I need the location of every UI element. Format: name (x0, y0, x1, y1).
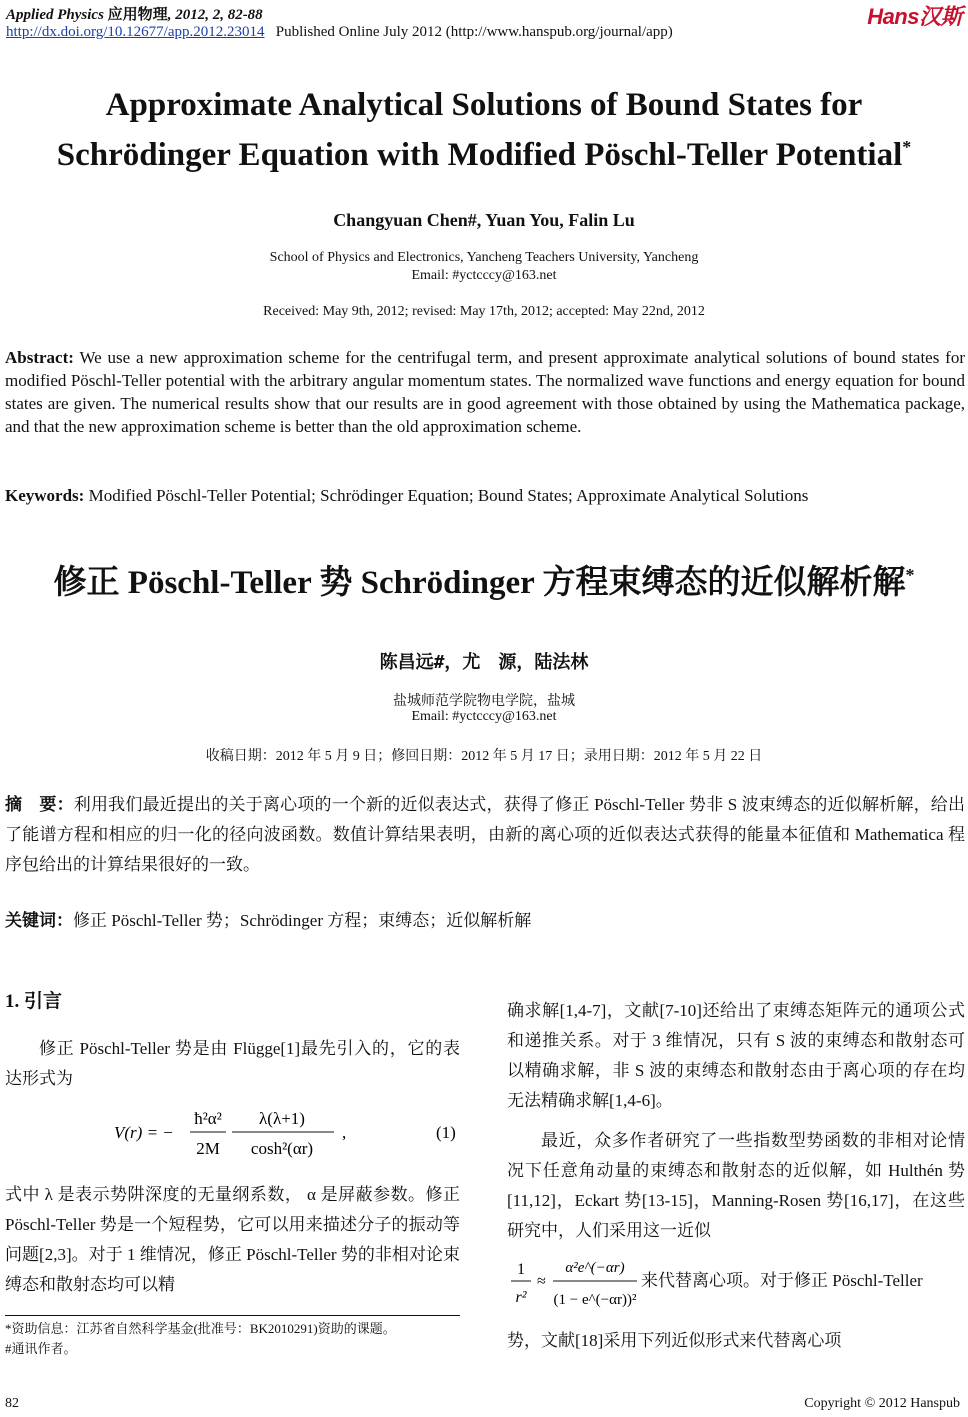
english-affiliation: School of Physics and Electronics, Yancheng Teachers University, Yancheng (269, 250, 699, 265)
eq-label: (1) (436, 1123, 456, 1142)
english-authors: Changyuan Chen#, Yuan You, Falin Lu (333, 210, 635, 230)
chinese-abstract-text: 利用我们最近提出的关于离心项的一个新的近似表达式，获得了修正 Pöschl-Teller 势非 S 波束缚态的近似解析解，给出了能谱方程和相应的归一化的径向波函数。数值计算结果表明，由新的离心项的近似表达式获得的能量本征值和 Mathematica 程序包给出的计算结果很好的一致。 (5, 795, 965, 874)
chinese-keywords-text: 修正 Pöschl-Teller 势；Schrödinger 方程；束缚态；近似解析解 (73, 911, 532, 930)
approx-num: α²e^(−αr) (565, 1260, 625, 1276)
chinese-title-text: 修正 Pöschl-Teller 势 Schrödinger 方程束缚态的近似解析解 (53, 565, 906, 601)
chinese-abstract-label: 摘 要： (5, 795, 74, 814)
equation-1-graphic (110, 1102, 470, 1162)
chinese-title-mark: * (905, 565, 915, 585)
english-title-line1: Approximate Analytical Solutions of Bound States for (105, 87, 863, 123)
english-abstract (5, 346, 965, 438)
chinese-keywords-label: 关键词： (5, 911, 73, 930)
approx-den: (1 − e^(−αr))² (553, 1292, 637, 1308)
approx-lhs-den: r² (515, 1289, 527, 1306)
abstract-label: Abstract: (5, 348, 74, 367)
eq-den-left: 2M (196, 1139, 220, 1158)
keywords-label: Keywords: (5, 486, 85, 505)
doi-link[interactable]: http://dx.doi.org/10.12677/app.2012.23014 (6, 24, 265, 40)
volume-info: , 2012, 2, 82-88 (167, 7, 263, 23)
approx-symbol: ≈ (537, 1273, 546, 1290)
published-online: Published Online July 2012 (http://www.hanspub.org/journal/app) (275, 24, 673, 40)
journal-header (6, 3, 263, 24)
doi-line (6, 24, 673, 41)
eq-lhs: V(r) = − (114, 1123, 174, 1142)
chinese-abstract (5, 790, 965, 880)
eq-den-right: cosh²(αr) (250, 1139, 314, 1158)
chinese-authors: 陈昌远#，尤 源，陆法林 (379, 652, 589, 673)
english-title-line2: Schrödinger Equation with Modified Pöschl-Teller Potential (56, 137, 903, 173)
equation-1 (110, 1102, 470, 1162)
english-received-dates: Received: May 9th, 2012; revised: May 17th, 2012; accepted: May 22nd, 2012 (263, 304, 705, 319)
approximation-formula (507, 1250, 965, 1316)
hanspub-logo: Hans汉斯 (867, 4, 962, 29)
page-number: 82 (5, 1396, 19, 1411)
english-keywords (5, 484, 965, 507)
footnote-divider (5, 1315, 460, 1316)
chinese-keywords (5, 906, 965, 936)
eq-num-right: λ(λ+1) (259, 1109, 305, 1128)
right-paragraph-3: 势，文献[18]采用下列近似形式来代替离心项 (507, 1331, 842, 1350)
english-title (0, 84, 968, 176)
chinese-email: Email: #yctcccy@163.net (411, 709, 557, 724)
approximation-graphic (507, 1250, 637, 1316)
footnote-corresponding: #通讯作者。 (5, 1341, 77, 1356)
chinese-affiliation: 盐城师范学院物电学院，盐城 (393, 694, 575, 709)
right-paragraph-2: 最近，众多作者研究了一些指数型势函数的非相对论情况下任意角动量的束缚态和散射态的近似解，如 Hulthén 势[11,12]，Eckart 势[13-15]，Manning-Rosen 势[16,17]，在这些研究中，人们采用这一近似 (507, 1131, 965, 1240)
journal-name-cn: 应用物理 (107, 7, 168, 23)
right-paragraph-1: 确求解[1,4-7]，文献[7-10]还给出了束缚态矩阵元的通项公式和递推关系。对于 3 维情况，只有 S 波的束缚态和散射态可以精确求解，非 S 波的束缚态和散射态由于离心项的存在均无法精确求解[1,4-6]。 (507, 1001, 965, 1110)
chinese-title (0, 556, 968, 603)
left-paragraph-2: 式中 λ 是表示势阱深度的无量纲系数， α 是屏蔽参数。修正 Pöschl-Teller 势是一个短程势，它可以用来描述分子的振动等问题[2,3]。对于 1 维情况，修正 Pöschl-Teller 势的非相对论束缚态和散射态均可以精 (5, 1185, 460, 1294)
eq-tail: , (342, 1123, 347, 1142)
chinese-received-dates: 收稿日期：2012 年 5 月 9 日；修回日期：2012 年 5 月 17 日；录用日期：2012 年 5 月 22 日 (205, 749, 763, 764)
journal-name: Applied Physics (6, 7, 104, 23)
approx-lhs-num: 1 (517, 1261, 525, 1278)
english-email: Email: #yctcccy@163.net (411, 268, 557, 283)
section-heading: 1. 引言 (5, 991, 63, 1012)
abstract-text: We use a new approximation scheme for the centrifugal term, and present approximate analytical solutions of bound states for modified Pöschl-Teller potential with the arbitrary angular momentum states. The normalized wave functions and energy equation for bound states are given. The numerical results show that our results are in good agreement with those obtained by using the Mathematica package, and that the new approximation scheme is better than the old approximation scheme. (5, 348, 965, 436)
left-paragraph-1: 修正 Pöschl-Teller 势是由 Flügge[1]最先引入的，它的表达形式为 (5, 1039, 460, 1088)
footnote-funding: *资助信息：江苏省自然科学基金(批准号：BK2010291)资助的课题。 (5, 1321, 396, 1336)
keywords-text: Modified Pöschl-Teller Potential; Schrödinger Equation; Bound States; Approximate Analytical Solutions (88, 486, 809, 505)
copyright: Copyright © 2012 Hanspub (804, 1396, 960, 1411)
title-footnote-mark: * (902, 137, 912, 157)
eq-num-left: ħ²α² (194, 1109, 222, 1128)
approx-tail-text: 来代替离心项。对于修正 Pöschl-Teller (641, 1271, 923, 1290)
